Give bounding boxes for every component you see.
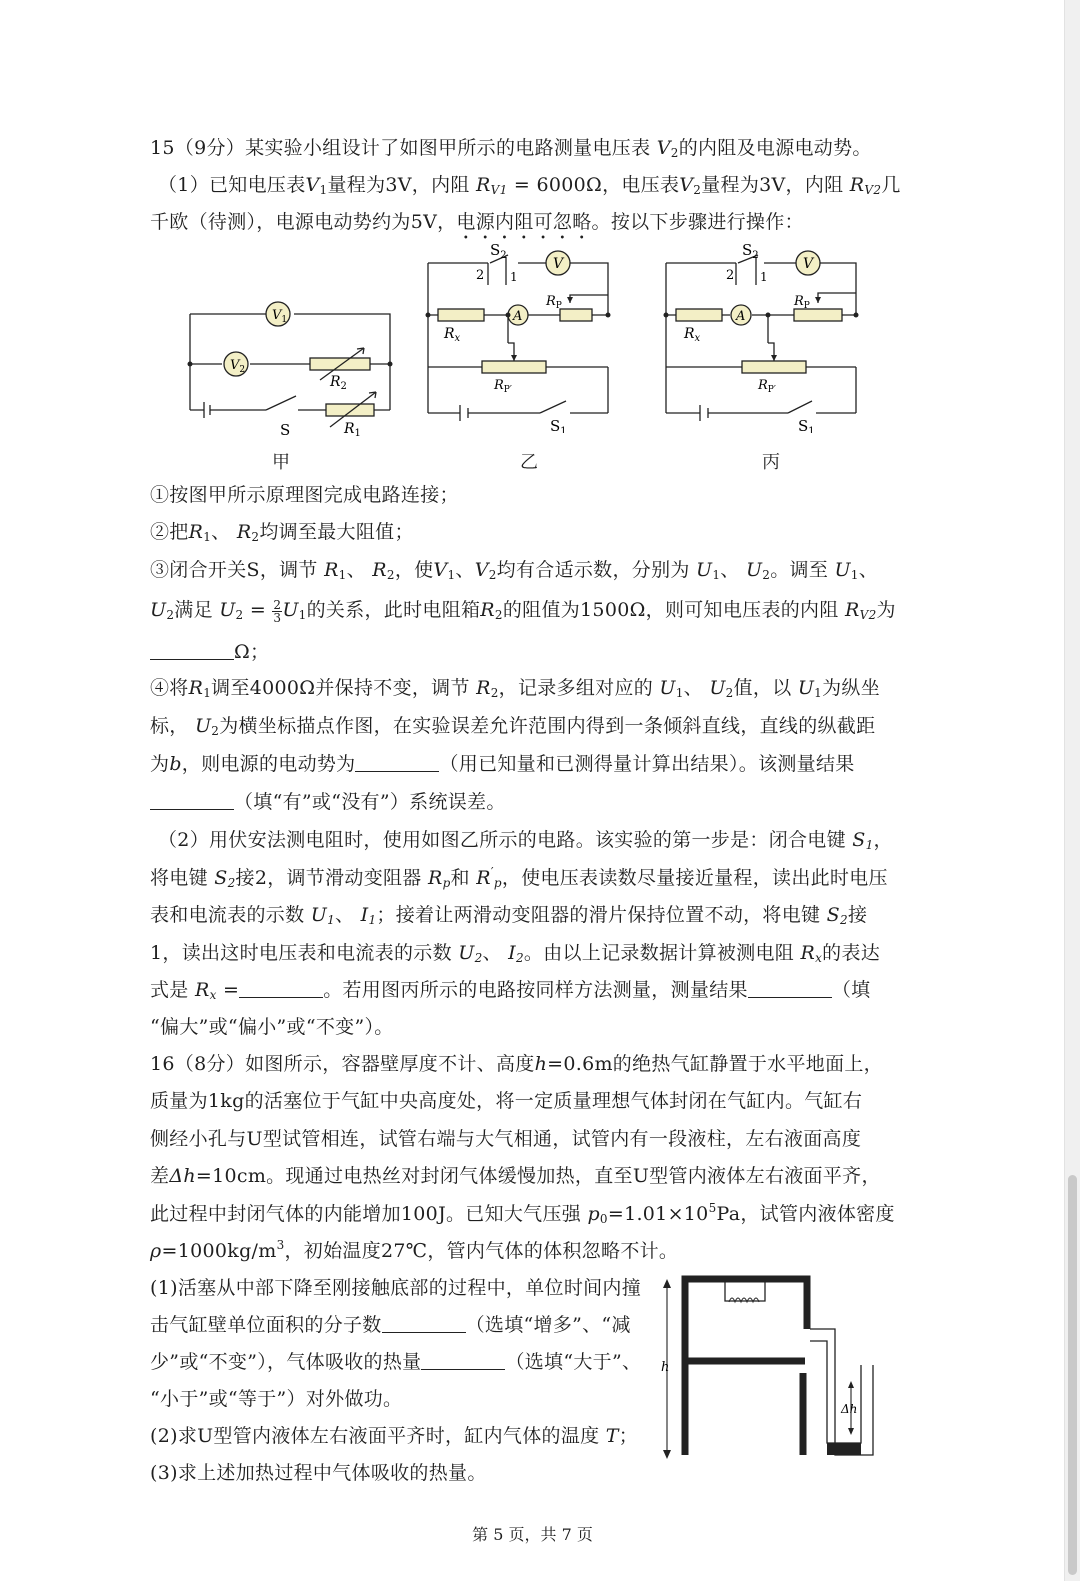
q15-step4-cont2: 为b，则电源的电动势为 （用已知量和已测得量计算出结果）。该测量结果 <box>150 753 855 775</box>
q16-line: $\rho=1000kg/m^3$，初始温度27℃，管内气体的体积忽略不计。 <box>150 1238 679 1262</box>
q16-sub1-cont: 少”或“不变”），气体吸收的热量 （选填“大于”、 <box>150 1351 642 1373</box>
q16-line: 质量为1kg的活塞位于气缸中央高度处，将一定质量理想气体封闭在气缸内。气缸右 <box>150 1090 863 1112</box>
answer-blank[interactable] <box>150 641 234 660</box>
label-contact-2: 2 <box>476 268 485 283</box>
q16-line: 侧经小孔与U型试管相连，试管右端与大气相通，试管内有一段液柱，左右液面高度 <box>150 1128 862 1150</box>
scrollbar-thumb[interactable] <box>1068 1175 1077 1575</box>
label-ammeter: A <box>513 309 523 324</box>
label-contact-2: 2 <box>726 268 735 283</box>
label-ammeter: A <box>736 309 746 324</box>
circuit-figure-jia <box>180 300 400 450</box>
q15-step3: ③闭合开关S，调节 $R_1$、 $R_2$，使$V_1$、$V_2$均有合适示数，分别为 $U_1$、 $U_2$。调至 $U_1$、 <box>150 559 879 582</box>
q15-line: （1）已知电压表$V_1$量程为3V，内阻 $R_{V1} = 6000\Omega$，电压表$V_2$量程为3V，内阻 $R_{V2}$几 <box>158 174 901 197</box>
q16-sub1-cont: “小于”或“等于”）对外做功。 <box>150 1388 403 1410</box>
fraction-2-3: $\frac{2}{3}$ <box>273 598 282 625</box>
label-rp-prime: $R_{P'}$ <box>758 378 776 395</box>
label-voltmeter: V <box>803 256 814 272</box>
q15-part2-cont: 表和电流表的示数 $U_1$、 $I_1$；接着让两滑动变阻器的滑片保持位置不动，将电键 $S_2$接 <box>150 904 868 927</box>
circuit-figure-yi <box>420 243 620 433</box>
q15-step2: ②把$R_1$、 $R_2$均调至最大阻值； <box>150 521 414 544</box>
q15-step3-answer: Ω； <box>150 640 269 664</box>
label-v1: $V_1$ <box>272 308 288 325</box>
q16-sub2: (2)求U型管内液体左右液面平齐时，缸内气体的温度 T； <box>150 1425 639 1447</box>
label-s: S <box>280 421 291 439</box>
q15-part2-cont: 将电键 $S_2$接2，调节滑动变阻器 $R_p$和 $R'_p$，使电压表读数尽量接近量程，读出此时电压 <box>150 865 888 890</box>
label-contact-1: 1 <box>760 270 768 284</box>
page-footer: 第 5 页，共 7 页 <box>472 1525 593 1544</box>
q15-step4-cont3: （填“有”或“没有”）系统误差。 <box>150 790 506 814</box>
q15-part2-cont: “偏大”或“偏小”或“不变”）。 <box>150 1016 394 1038</box>
label-rx: $R_x$ <box>444 326 461 344</box>
label-contact-1: 1 <box>510 270 518 284</box>
answer-blank[interactable] <box>355 753 439 772</box>
label-voltmeter: V <box>553 256 564 272</box>
q16-sub3: (3)求上述加热过程中气体吸收的热量。 <box>150 1462 487 1484</box>
label-rx: $R_x$ <box>684 326 701 344</box>
label-s2: $S_2$ <box>490 243 507 261</box>
q15-title: 15（9分）某实验小组设计了如图甲所示的电路测量电压表 $V_2$的内阻及电源电动势。 <box>150 137 872 160</box>
figure-caption-bing: 丙 <box>762 452 780 473</box>
cylinder-figure <box>655 1265 885 1475</box>
label-r1: $R_1$ <box>344 421 361 439</box>
figure-caption-yi: 乙 <box>520 452 538 473</box>
label-rp-prime: $R_{P'}$ <box>494 378 512 395</box>
label-rp: $R_P$ <box>794 294 810 311</box>
q15-part2: （2）用伏安法测电阻时，使用如图乙所示的电路。该实验的第一步是：闭合电键 $S_1$， <box>158 829 893 852</box>
label-s2: $S_2$ <box>742 243 759 261</box>
answer-blank[interactable] <box>382 1314 466 1333</box>
answer-blank[interactable] <box>150 791 234 810</box>
q15-step3-cont: $U_2$满足 $U_2$ = $\frac{2}{3}$ $U_1$的关系，此时电阻箱$R_2$的阻值为1500Ω，则可知电压表的内阻 $R_{V2}$为 <box>150 598 896 625</box>
label-s1: $S_1$ <box>798 417 815 433</box>
circuit-figure-bing <box>658 243 868 433</box>
label-v2: $V_2$ <box>230 358 246 375</box>
answer-blank[interactable] <box>748 979 832 998</box>
q15-part2-cont: 式是 $R_x$ = 。若用图丙所示的电路按同样方法测量，测量结果 （填 <box>150 979 871 1002</box>
q15-line: 千欧（待测），电源电动势约为5V，电源内阻可忽略。按以下步骤进行操作： <box>150 211 804 233</box>
figure-caption-jia: 甲 <box>272 452 290 473</box>
q15-part2-cont: 1，读出这时电压表和电流表的示数 $U_2$、 $I_2$。由以上记录数据计算被测电阻 $R_x$的表达 <box>150 942 881 965</box>
q15-step1: ①按图甲所示原理图完成电路连接； <box>150 484 459 506</box>
answer-blank[interactable] <box>239 979 323 998</box>
label-height-h: h <box>661 1360 670 1375</box>
label-rp: $R_P$ <box>546 294 562 311</box>
scrollbar-track[interactable] <box>1064 0 1080 1581</box>
q16-sub1-cont: 击气缸壁单位面积的分子数 （选填“增多”、“减 <box>150 1314 631 1336</box>
q15-step4: ④将$R_1$调至4000Ω并保持不变，调节 $R_2$，记录多组对应的 $U_1$、 $U_2$值，以 $U_1$为纵坐 <box>150 677 881 700</box>
q16-line: 差Δh=10cm。现通过电热丝对封闭气体缓慢加热，直至U型管内液体左右液面平齐， <box>150 1165 881 1187</box>
label-delta-h: Δh <box>841 1402 858 1416</box>
q16-title: 16（8分）如图所示，容器壁厚度不计、高度h=0.6m的绝热气缸静置于水平地面上， <box>150 1053 883 1075</box>
q15-step4-cont: 标， $U_2$为横坐标描点作图，在实验误差允许范围内得到一条倾斜直线，直线的纵截距 <box>150 715 876 738</box>
label-r2: $R_2$ <box>330 374 347 392</box>
q16-sub1: (1)活塞从中部下降至刚接触底部的过程中，单位时间内撞 <box>150 1277 642 1299</box>
q16-line: 此过程中封闭气体的内能增加100J。已知大气压强 $p_0=1.01\times 10^5Pa$，试管内液体密度 <box>150 1201 895 1226</box>
label-s1: $S_1$ <box>550 417 567 433</box>
answer-blank[interactable] <box>421 1351 505 1370</box>
